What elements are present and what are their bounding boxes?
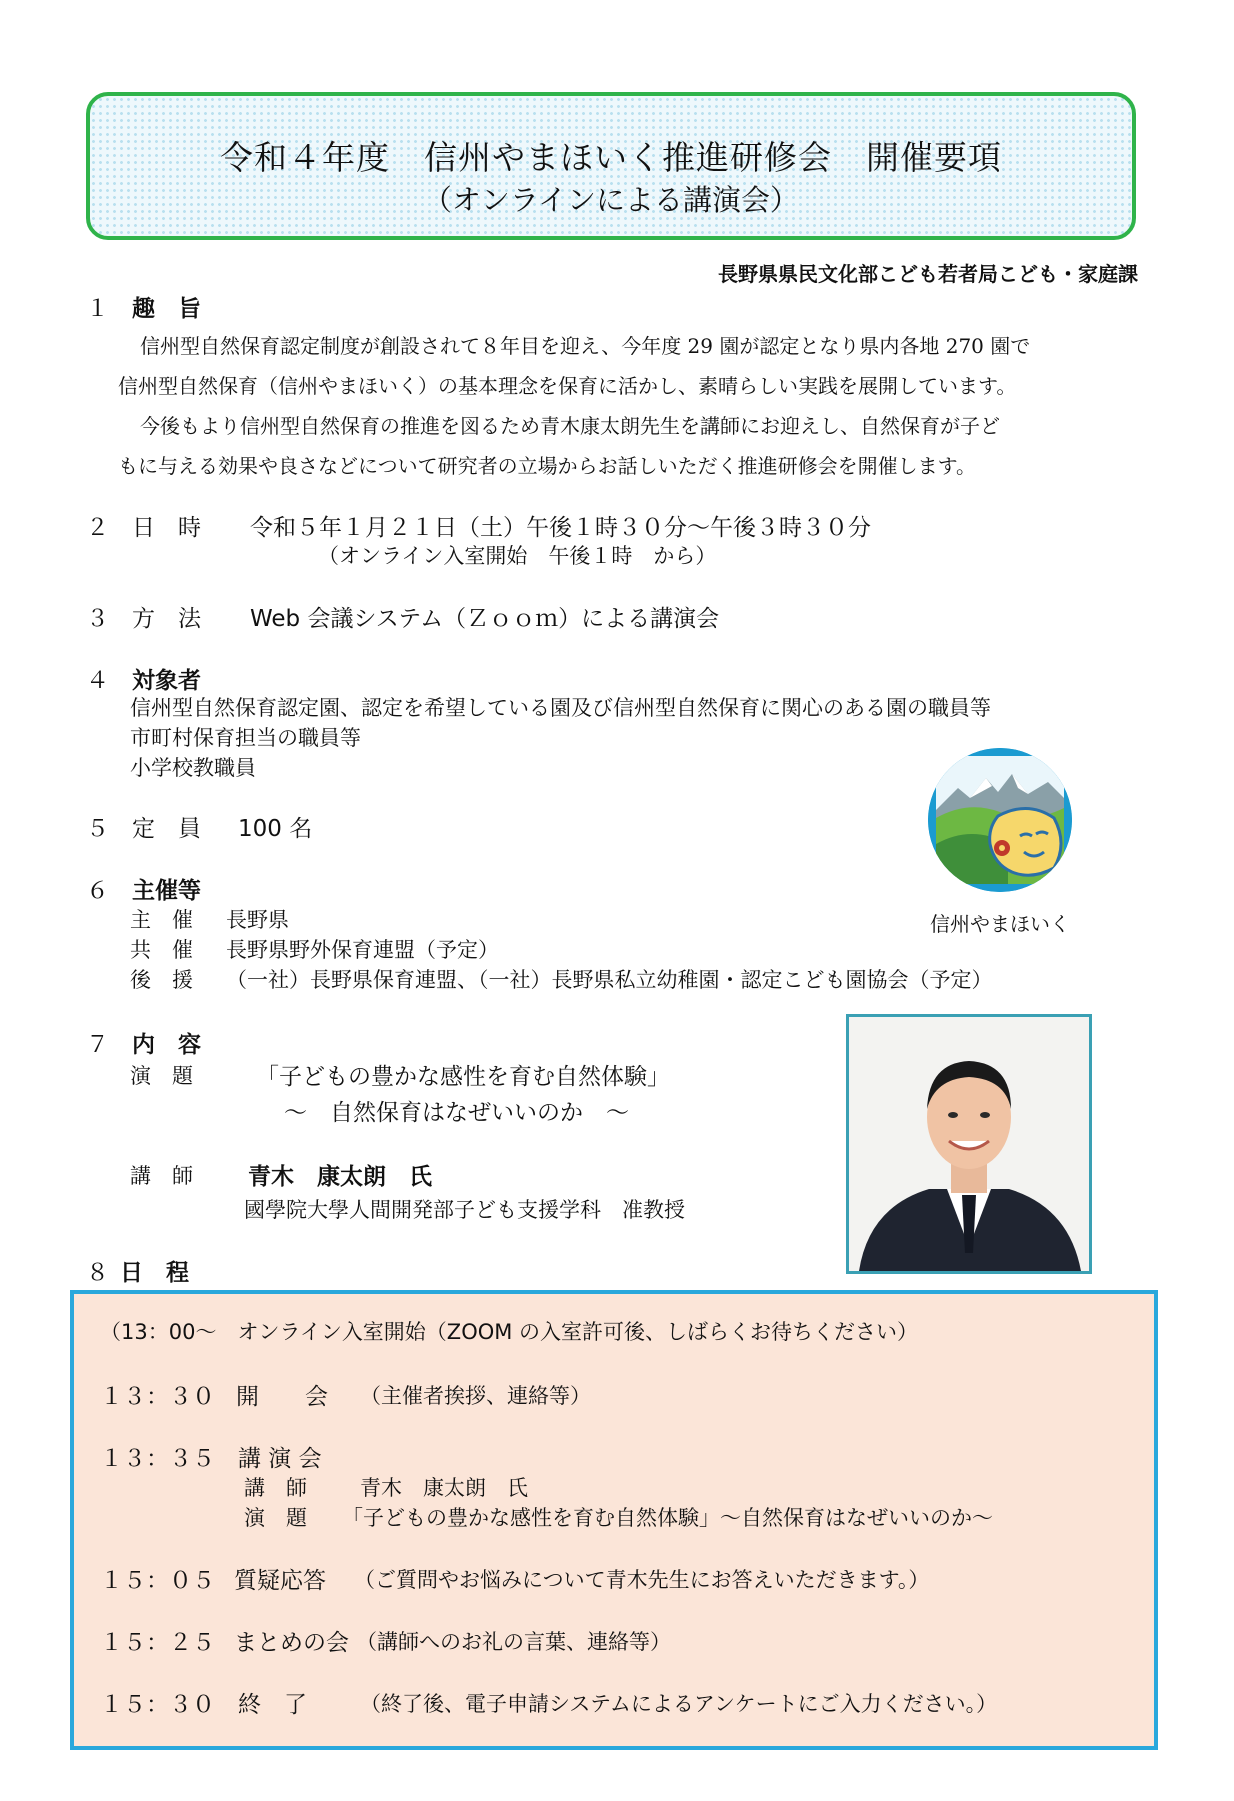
target-line-3: 小学校教職員 — [130, 756, 256, 780]
shinshu-yamahoiku-logo — [928, 748, 1072, 892]
support-role: 後 援 — [130, 968, 193, 992]
section-5-label: 定 員 — [132, 816, 201, 842]
support-value: （一社）長野県保育連盟、（一社）長野県私立幼稚園・認定こども園協会（予定） — [226, 968, 993, 992]
section-3-number: ３ — [86, 606, 109, 632]
target-line-1: 信州型自然保育認定園、認定を希望している園及び信州型自然保育に関心のある園の職員等 — [130, 696, 991, 720]
schedule-detail-5: （終了後、電子申請システムによるアンケートにご入力ください。） — [360, 1692, 998, 1716]
section-2-label: 日 時 — [132, 515, 201, 541]
lecture-theme: 「子どもの豊かな感性を育む自然体験」 — [256, 1064, 670, 1090]
cohost-role: 共 催 — [130, 938, 193, 962]
schedule-detail-4: （講師へのお礼の言葉、連絡等） — [356, 1630, 671, 1654]
schedule-label-3: 質疑応答 — [234, 1568, 326, 1594]
capacity-value: 100 名 — [238, 816, 313, 842]
logo-icon — [928, 748, 1072, 892]
schedule-label-2: 講 演 会 — [238, 1446, 322, 1472]
schedule-pre-entry: （13：00〜 オンライン入室開始（ZOOM の入室許可後、しばらくお待ちください） — [100, 1320, 919, 1344]
purpose-text-line-3: 今後もより信州型自然保育の推進を図るため青木康太朗先生を講師にお迎えし、自然保育が子ど — [140, 414, 1000, 438]
schedule-lecturer-label: 講 師 — [244, 1476, 307, 1500]
section-4-label: 対象者 — [132, 668, 201, 694]
section-6-number: ６ — [86, 878, 109, 904]
schedule-box — [70, 1290, 1158, 1750]
theme-label: 演 題 — [130, 1064, 193, 1088]
section-4-number: ４ — [86, 668, 109, 694]
section-2-number: ２ — [86, 515, 109, 541]
section-6-label: 主催等 — [132, 878, 201, 904]
organizer-department: 長野県県民文化部こども若者局こども・家庭課 — [718, 262, 1138, 286]
schedule-detail-3: （ご質問やお悩みについて青木先生にお答えいただきます。） — [354, 1568, 930, 1592]
logo-caption: 信州やまほいく — [930, 912, 1070, 936]
schedule-time-2: １３：３５ — [100, 1446, 215, 1472]
section-1-number: １ — [86, 296, 109, 322]
page-title: 令和４年度 信州やまほいく推進研修会 開催要項 — [220, 138, 1002, 177]
schedule-label-1: 開 会 — [236, 1384, 328, 1410]
host-role: 主 催 — [130, 908, 193, 932]
schedule-label-4: まとめの会 — [234, 1630, 349, 1656]
online-entry-note: （オンライン入室開始 午後１時 から） — [318, 544, 717, 568]
schedule-lecturer-name: 青木 康太朗 氏 — [360, 1476, 528, 1500]
page-subtitle: （オンラインによる講演会） — [422, 183, 800, 217]
schedule-theme: 「子どもの豊かな感性を育む自然体験」〜自然保育はなぜいいのか〜 — [342, 1506, 993, 1530]
host-value: 長野県 — [226, 908, 289, 932]
cohost-value: 長野県野外保育連盟（予定） — [226, 938, 499, 962]
section-8-number: ８ — [86, 1260, 109, 1286]
section-8-label: 日 程 — [120, 1260, 189, 1286]
person-icon — [849, 1017, 1089, 1271]
lecturer-photo — [846, 1014, 1092, 1274]
schedule-theme-label: 演 題 — [244, 1506, 307, 1530]
purpose-text-line-1: 信州型自然保育認定制度が創設されて８年目を迎え、今年度 29 園が認定となり県内各地 270 園で — [140, 334, 1031, 358]
target-line-2: 市町村保育担当の職員等 — [130, 726, 361, 750]
lecturer-name: 青木 康太朗 氏 — [248, 1164, 432, 1190]
lecturer-label: 講 師 — [130, 1164, 193, 1188]
purpose-text-line-2: 信州型自然保育（信州やまほいく）の基本理念を保育に活かし、素晴らしい実践を展開しています。 — [118, 374, 1017, 398]
schedule-time-4: １５：２５ — [100, 1630, 215, 1656]
section-7-label: 内 容 — [132, 1032, 201, 1058]
schedule-time-3: １５：０５ — [100, 1568, 215, 1594]
section-5-number: ５ — [86, 816, 109, 842]
schedule-time-1: １３：３０ — [100, 1384, 215, 1410]
method-value: Web 会議システム（Ｚｏｏｍ）による講演会 — [250, 606, 720, 632]
purpose-text-line-4: もに与える効果や良さなどについて研究者の立場からお話しいただく推進研修会を開催します。 — [118, 454, 976, 478]
section-1-label: 趣 旨 — [132, 296, 201, 322]
lecturer-affiliation: 國學院大學人間開発部子ども支援学科 准教授 — [244, 1198, 685, 1222]
title-box — [86, 92, 1136, 240]
schedule-time-5: １５：３０ — [100, 1692, 215, 1718]
schedule-label-5: 終 了 — [238, 1692, 307, 1718]
event-datetime: 令和５年１月２１日（土）午後１時３０分〜午後３時３０分 — [250, 515, 871, 541]
lecture-theme-subtitle: 〜 自然保育はなぜいいのか 〜 — [284, 1100, 629, 1126]
section-7-number: ７ — [86, 1032, 109, 1058]
section-3-label: 方 法 — [132, 606, 201, 632]
schedule-detail-1: （主催者挨拶、連絡等） — [360, 1384, 591, 1408]
